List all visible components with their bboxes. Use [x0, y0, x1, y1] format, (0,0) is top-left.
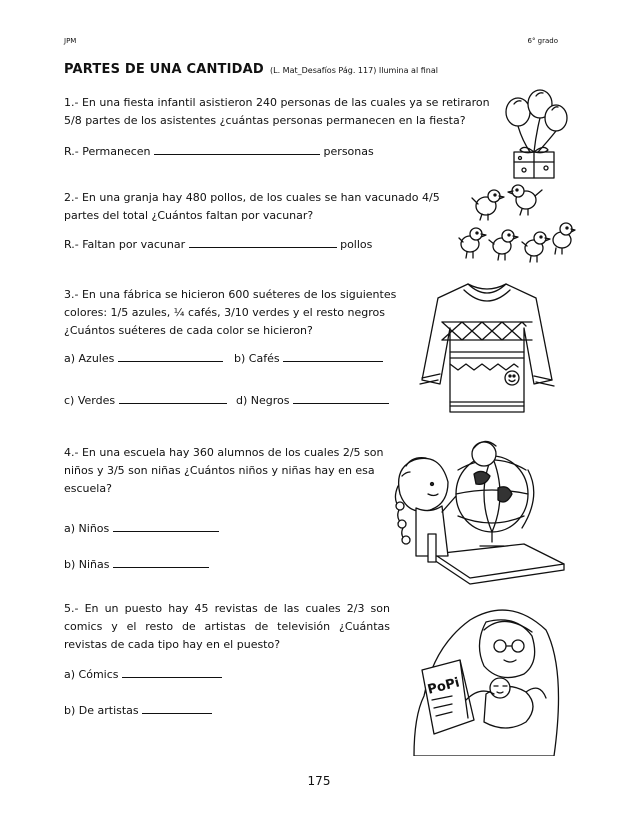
- page-reference: (L. Mat_Desafíos Pág. 117) Ilumina al final: [270, 66, 438, 75]
- answer-4b-blank[interactable]: [113, 556, 209, 568]
- answer-5a: [64, 666, 222, 684]
- answer-5a-blank[interactable]: [122, 666, 222, 678]
- question-2: [64, 189, 484, 225]
- question-1-line-1: 1.- En una fiesta infantil asistieron 240 personas de las cuales ya se retiraron: [64, 96, 490, 109]
- balloons-gift-icon: [500, 88, 572, 180]
- kids-globe-icon: [388, 430, 568, 588]
- question-3-line-1: 3.- En una fábrica se hicieron 600 suéteres de los siguientes: [64, 288, 397, 301]
- answer-3a: [64, 350, 223, 368]
- answer-3d-blank[interactable]: [293, 392, 389, 404]
- question-4-line-3: escuela?: [64, 482, 112, 495]
- question-4-line-2: niños y 3/5 son niñas ¿Cuántos niños y niñas hay en esa: [64, 464, 375, 477]
- answer-4a: [64, 520, 219, 538]
- chicks-icon: [458, 182, 576, 268]
- answer-4a-label: a) Niños: [64, 522, 110, 535]
- question-4: [64, 444, 394, 498]
- header-left: JPM: [64, 37, 77, 45]
- question-2-line-1: 2.- En una granja hay 480 pollos, de los cuales se han vacunado 4/5: [64, 191, 440, 204]
- answer-3c-label: c) Verdes: [64, 394, 116, 407]
- answer-2: [64, 236, 372, 254]
- answer-3d-label: d) Negros: [236, 394, 290, 407]
- answer-2-prefix: R.- Faltan por vacunar: [64, 238, 186, 251]
- magazine-cover-text: PoPi: [426, 675, 462, 698]
- answer-1-blank[interactable]: [154, 143, 320, 155]
- question-5-line-1: 5.- En un puesto hay 45 revistas de las cuales 2/3 son: [64, 602, 390, 615]
- answer-3a-blank[interactable]: [118, 350, 223, 362]
- answer-3c-blank[interactable]: [119, 392, 227, 404]
- question-1: [64, 94, 504, 130]
- answer-2-suffix: pollos: [340, 238, 373, 251]
- question-5-line-2: comics y el resto de artistas de televisión ¿Cuántas: [64, 620, 390, 633]
- question-5-line-3: revistas de cada tipo hay en el puesto?: [64, 638, 281, 651]
- question-5: [64, 600, 390, 654]
- answer-3b: [234, 350, 383, 368]
- answer-5b: [64, 702, 212, 720]
- question-3-line-3: ¿Cuántos suéteres de cada color se hicieron?: [64, 324, 313, 337]
- answer-1: [64, 143, 374, 161]
- answer-4b-label: b) Niñas: [64, 558, 110, 571]
- page-title: PARTES DE UNA CANTIDAD: [64, 62, 264, 77]
- question-2-line-2: partes del total ¿Cuántos faltan por vacunar?: [64, 209, 314, 222]
- answer-3d: [236, 392, 389, 410]
- question-4-line-1: 4.- En una escuela hay 360 alumnos de los cuales 2/5 son: [64, 446, 384, 459]
- answer-3a-label: a) Azules: [64, 352, 115, 365]
- page-number: 175: [307, 774, 331, 788]
- question-1-line-2: 5/8 partes de los asistentes ¿cuántas personas permanecen en la fiesta?: [64, 114, 466, 127]
- question-3: [64, 286, 409, 340]
- sweater-icon: [418, 278, 556, 416]
- answer-5b-label: b) De artistas: [64, 704, 139, 717]
- answer-5a-label: a) Cómics: [64, 668, 119, 681]
- answer-4a-blank[interactable]: [113, 520, 219, 532]
- woman-reading-icon: [406, 600, 566, 756]
- answer-5b-blank[interactable]: [142, 702, 212, 714]
- answer-1-prefix: R.- Permanecen: [64, 145, 151, 158]
- header-right: 6° grado: [527, 37, 558, 45]
- question-3-line-2: colores: 1/5 azules, ¼ cafés, 3/10 verdes y el resto negros: [64, 306, 385, 319]
- answer-4b: [64, 556, 209, 574]
- answer-3b-blank[interactable]: [283, 350, 383, 362]
- answer-3b-label: b) Cafés: [234, 352, 280, 365]
- answer-1-suffix: personas: [323, 145, 374, 158]
- answer-3c: [64, 392, 227, 410]
- answer-2-blank[interactable]: [189, 236, 337, 248]
